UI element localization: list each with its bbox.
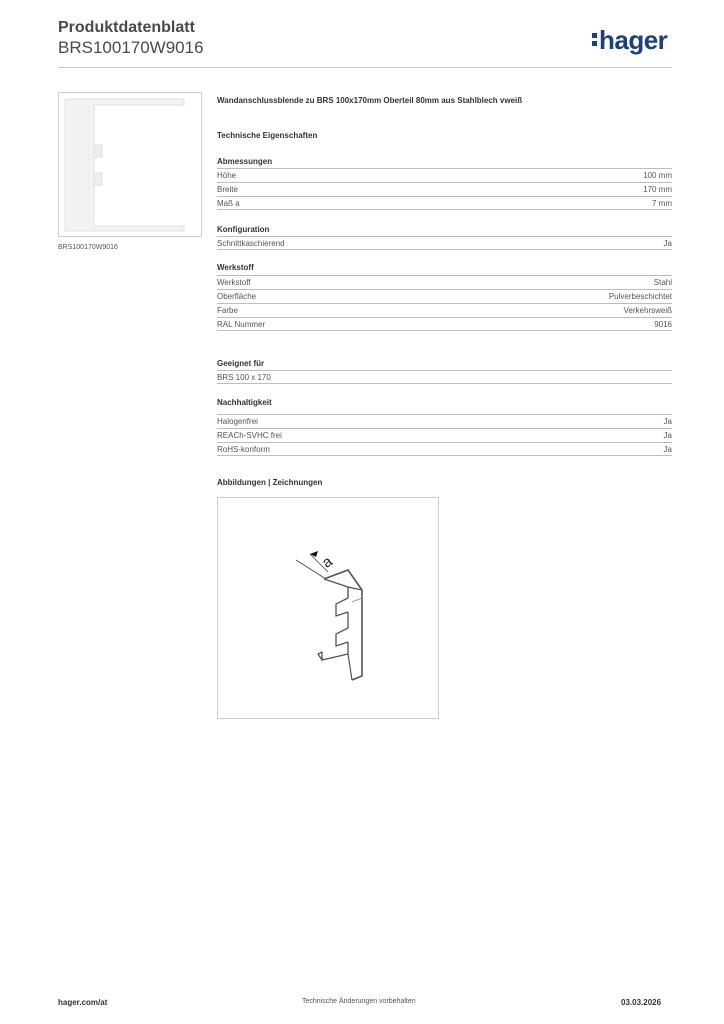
hager-logo: [592, 25, 667, 55]
row-value: Ja: [663, 417, 672, 426]
row-label: Oberfläche: [217, 292, 257, 301]
row-value: 170 mm: [643, 185, 672, 194]
section-title-geeignet: Geeignet für: [217, 359, 265, 368]
row-label: REACh-SVHC frei: [217, 431, 282, 440]
table-row: [217, 275, 672, 289]
table-row: [217, 303, 672, 317]
logo-dots-icon: [592, 29, 599, 49]
logo-text: hager: [599, 25, 668, 55]
product-image: [58, 92, 202, 237]
product-code: BRS100170W9016: [58, 38, 204, 57]
header-divider: [58, 67, 672, 68]
technical-drawing: [217, 497, 439, 719]
row-value: Ja: [663, 431, 672, 440]
row-value: Ja: [663, 239, 672, 248]
row-label: RoHS-konform: [217, 445, 270, 454]
product-thumbnail-icon: [59, 93, 201, 236]
dimension-label-a: a: [319, 552, 336, 572]
row-value: 9016: [654, 320, 672, 329]
row-value: 7 mm: [652, 199, 672, 208]
table-row: [217, 414, 672, 428]
row-label: BRS 100 x 170: [217, 373, 271, 382]
section-title-abmessungen: Abmessungen: [217, 157, 273, 166]
row-value: Ja: [663, 445, 672, 454]
row-label: RAL Nummer: [217, 320, 266, 329]
row-label: Werkstoff: [217, 278, 251, 287]
row-label: Maß a: [217, 199, 240, 208]
row-value: Pulverbeschichtet: [608, 292, 672, 301]
table-row: [217, 442, 672, 456]
table-row: [217, 168, 672, 182]
row-label: Schnittkaschierend: [217, 239, 285, 248]
row-label: Höhe: [217, 171, 237, 180]
row-value: Verkehrsweiß: [623, 306, 672, 315]
row-label: Halogenfrei: [217, 417, 258, 426]
section-title-werkstoff: Werkstoff: [217, 263, 254, 272]
table-row: [217, 370, 672, 384]
table-row: [217, 428, 672, 442]
row-value: Stahl: [653, 278, 672, 287]
row-value: 100 mm: [643, 171, 672, 180]
footer-website[interactable]: hager.com/at: [58, 998, 108, 1007]
table-row: [217, 196, 672, 210]
product-description: Wandanschlussblende zu BRS 100x170mm Oberteil 80mm aus Stahlblech vweiß: [217, 96, 523, 105]
footer-notice: Technische Änderungen vorbehalten: [302, 998, 416, 1005]
page-title: Produktdatenblatt: [58, 19, 195, 36]
table-row: [217, 182, 672, 196]
section-title-nachhaltigkeit: Nachhaltigkeit: [217, 398, 272, 407]
product-image-caption: BRS100170W9016: [58, 244, 118, 251]
footer-date: 03.03.2026: [621, 998, 662, 1007]
table-row: [217, 317, 672, 331]
tech-heading: Technische Eigenschaften: [217, 131, 318, 140]
row-label: Breite: [217, 185, 238, 194]
table-row: [217, 236, 672, 250]
section-title-konfiguration: Konfiguration: [217, 225, 270, 234]
table-row: [217, 289, 672, 303]
row-label: Farbe: [217, 306, 238, 315]
wall-connection-drawing-icon: [218, 498, 438, 718]
section-title-abbildungen: Abbildungen | Zeichnungen: [217, 478, 323, 487]
